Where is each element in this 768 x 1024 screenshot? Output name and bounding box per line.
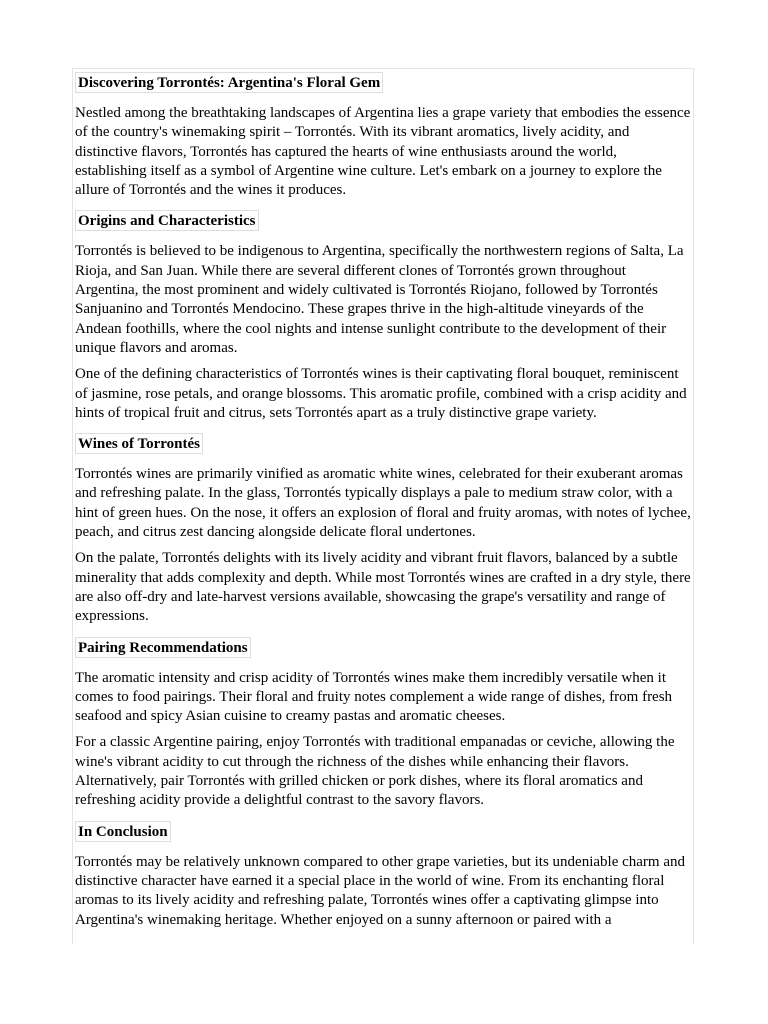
section-heading-origins: Origins and Characteristics — [75, 210, 259, 231]
section-heading-wrap — [75, 210, 691, 231]
document-page — [72, 68, 694, 944]
intro-paragraph: Nestled among the breathtaking landscapes of Argentina lies a grape variety that embodies the essence of the country's winemaking spirit – Torrontés. With its vibrant aromatics, lively acidity, and distinctive flavors, Torrontés has captured the hearts of wine enthusiasts around the world, establishing itself as a symbol of Argentine wine culture. Let's embark on a journey to explore the allure of Torrontés and the wines it produces. — [75, 105, 691, 199]
section-heading-conclusion: In Conclusion — [75, 821, 171, 842]
title-wrap — [75, 72, 691, 93]
paragraph: Torrontés is believed to be indigenous to Argentina, specifically the northwestern regions of Salta, La Rioja, and San Juan. While there are several different clones of Torrontés grown throughout Argentina, the most prominent and widely cultivated is Torrontés Riojano, followed by Torrontés Sanjuanino and Torrontés Mendocino. These grapes thrive in the high-altitude vineyards of the Andean foothills, where the cool nights and intense sunlight contribute to the development of their unique flavors and aromas. — [75, 243, 684, 356]
section-heading-wrap — [75, 821, 691, 842]
section-heading-wines: Wines of Torrontés — [75, 433, 203, 454]
paragraph: Torrontés wines are primarily vinified as aromatic white wines, celebrated for their exuberant aromas and refreshing palate. In the glass, Torrontés typically displays a pale to medium straw color, with a hint of green hues. On the nose, it offers an explosion of floral and fruity aromas, with notes of lychee, peach, and citrus zest dancing alongside delicate floral undertones. — [75, 466, 691, 541]
article-body — [73, 72, 693, 930]
paragraph: The aromatic intensity and crisp acidity of Torrontés wines make them incredibly versatile when it comes to food pairings. Their floral and fruity notes complement a wide range of dishes, from fresh seafood and spicy Asian cuisine to creamy pastas and aromatic cheeses. — [75, 669, 673, 725]
paragraph: One of the defining characteristics of Torrontés wines is their captivating floral bouquet, reminiscent of jasmine, rose petals, and orange blossoms. This aromatic profile, combined with a crisp acidity and hints of tropical fruit and citrus, sets Torrontés apart as a truly distinctive grape variety. — [75, 366, 687, 421]
section-heading-wrap — [75, 433, 691, 454]
paragraph: For a classic Argentine pairing, enjoy Torrontés with traditional empanadas or ceviche, allowing the wine's vibrant acidity to cut through the richness of the dishes while enhancing their flavors. Alternatively, pair Torrontés with grilled chicken or pork dishes, where its floral aromatics and refreshing acidity provide a delightful contrast to the savory flavors. — [75, 734, 675, 809]
paragraph: Torrontés may be relatively unknown compared to other grape varieties, but its undeniable charm and distinctive character have earned it a special place in the world of wine. From its enchanting floral aromas to its lively acidity and refreshing palate, Torrontés wines offer a captivating glimpse into Argentina's winemaking heritage. Whether enjoyed on a sunny afternoon or paired with a — [75, 853, 685, 928]
article-title: Discovering Torrontés: Argentina's Floral Gem — [75, 72, 383, 93]
section-heading-wrap — [75, 637, 691, 658]
paragraph: On the palate, Torrontés delights with its lively acidity and vibrant fruit flavors, balanced by a subtle minerality that adds complexity and depth. While most Torrontés wines are crafted in a dry style, there are also off-dry and late-harvest versions available, showcasing the grape's versatility and range of expressions. — [75, 550, 691, 625]
section-heading-pairing: Pairing Recommendations — [75, 637, 251, 658]
